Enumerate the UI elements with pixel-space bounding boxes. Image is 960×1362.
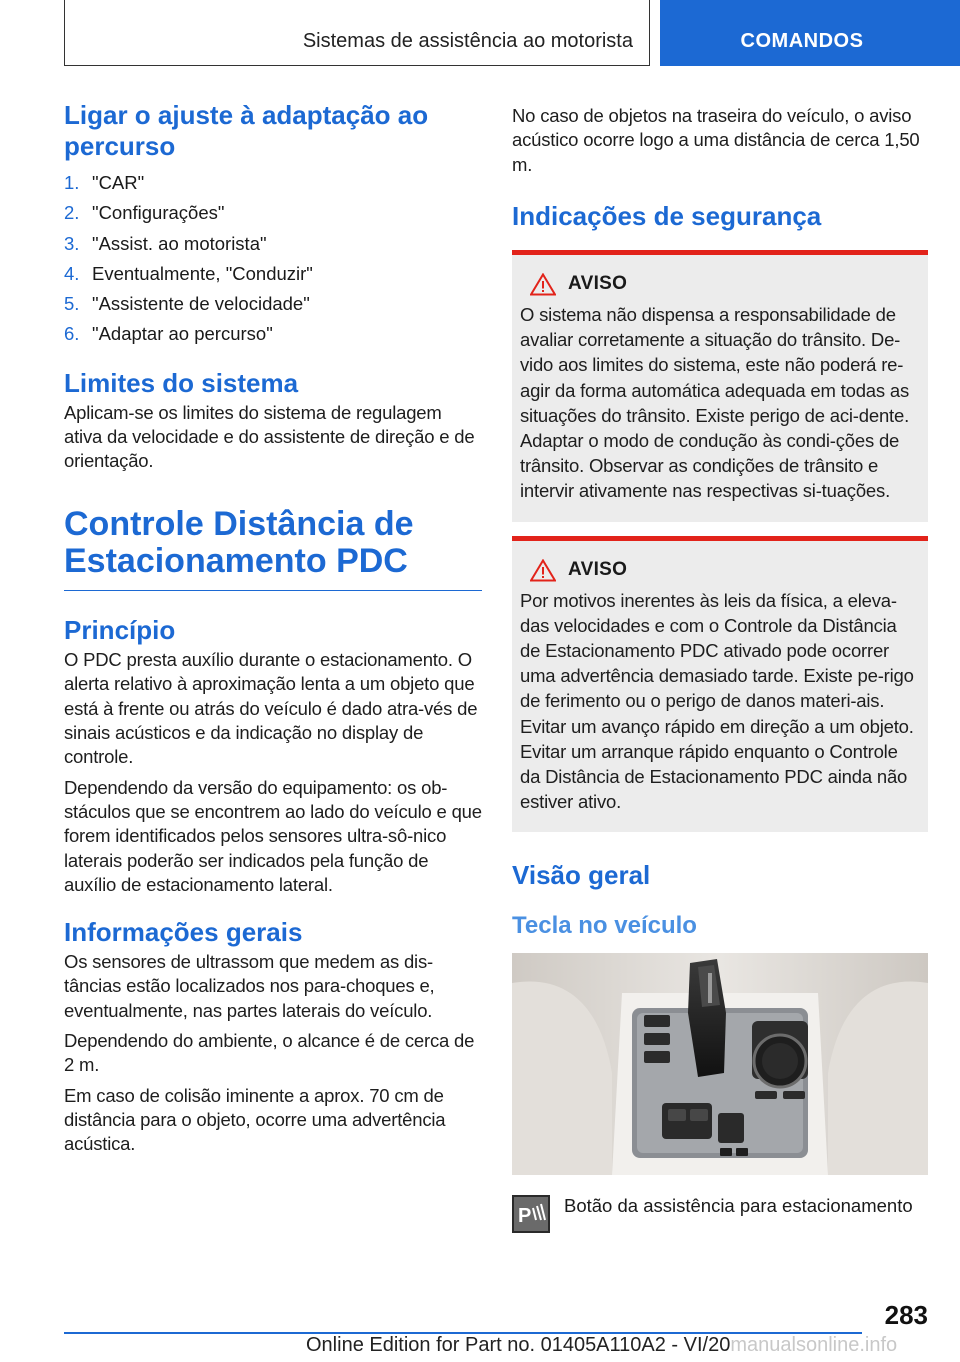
adapt-heading: Ligar o ajuste à adaptação ao percurso: [64, 100, 429, 161]
warning-text-1: O sistema não dispensa a responsabilidade de avaliar corretamente a situação do trânsito. De-vido aos limites do sistema, este não poderá re-agir da forma automática adequada em todas as situações do trânsito. Existe perigo de aci-dente. Adaptar o modo de condução às condi-ções de trânsito. Observar as condições de trânsito e intervir ativamente nas respectivas si-tuações.: [520, 303, 910, 502]
center-console-photo: [512, 953, 928, 1175]
warning-triangle-icon: [530, 273, 556, 296]
section-title: Sistemas de assistência ao motorista: [302, 30, 633, 52]
chapter-tab-label: COMANDOS: [740, 30, 864, 52]
list-item: 1. "CAR": [64, 172, 145, 193]
safety-heading: Indicações de segurança: [512, 200, 822, 231]
general-paragraph-1: Os sensores de ultrassom que medem as dis-tâncias estão localizados nos para-choques e, eventualmente, nas partes laterais do veículo.: [64, 951, 435, 1021]
chapter-tab: [660, 0, 960, 66]
center-console-image: [512, 953, 928, 1175]
svg-text:P: P: [518, 1205, 532, 1228]
steps-list: [64, 168, 482, 350]
photo-caption: [512, 1195, 928, 1233]
warning-triangle-icon: [530, 559, 556, 582]
edition-text: Online Edition for Part no. 01405A110A2 - VI/20: [306, 1334, 731, 1356]
list-item: 6. "Adaptar ao percurso": [64, 323, 273, 345]
pdc-heading: Controle Distância de Estacionamento PDC: [64, 504, 414, 580]
warning-label: AVISO: [568, 273, 628, 295]
limits-text: Aplicam-se os limites do sistema de regulagem ativa da velocidade e do assistente de direção e de orientação.: [64, 401, 475, 472]
overview-heading: Visão geral: [512, 860, 651, 891]
list-item: 5. "Assistente de velocidade": [64, 293, 310, 315]
principle-paragraph-1: O PDC presta auxílio durante o estacionamento. O alerta relativo à aproximação lenta a um objeto que está à frente ou atrás do veículo é dado atra-vés de sinais acústicos e da indicação no display de controle.: [64, 649, 478, 768]
left-column: [64, 100, 482, 1163]
warning-box-1: [512, 250, 928, 522]
page-header: [0, 0, 960, 66]
warning-text-2: Por motivos inerentes às leis da física, a eleva-das velocidades e com o Controle da Distância de Estacionamento PDC ativado pode ocorrer uma advertência demasiado tarde. Existe pe-rigo de ferimento ou o perigo de danos materi-ais. Evitar um avanço rápido em direção a um objeto. Evitar um arranque rápido enquanto o Controle da Distância de Estacionamento PDC ainda não estiver ativo.: [520, 589, 914, 813]
warning-header: [520, 273, 920, 296]
warning-header: [520, 559, 920, 582]
caption-text: Botão da assistência para estacionamento: [564, 1195, 913, 1217]
pdc-heading-rule: [64, 590, 482, 592]
rear-text: No caso de objetos na traseira do veículo, o aviso acústico ocorre logo a uma distância de cerca 1,50 m.: [512, 105, 920, 175]
footer-edition: [306, 1334, 897, 1357]
general-heading: Informações gerais: [64, 917, 303, 948]
principle-heading: Princípio: [64, 615, 176, 646]
general-paragraph-3: Em caso de colisão iminente a aprox. 70 cm de distância para o objeto, ocorre uma advertência acústica.: [64, 1084, 446, 1155]
button-heading: Tecla no veículo: [512, 912, 697, 940]
parking-assist-icon: [512, 1195, 550, 1233]
list-item: 4. Eventualmente, "Conduzir": [64, 262, 313, 284]
general-paragraph-2: Dependendo do ambiente, o alcance é de cerca de 2 m.: [64, 1030, 475, 1076]
limits-heading: Limites do sistema: [64, 367, 299, 398]
warning-label: AVISO: [568, 559, 628, 581]
page-number: 283: [884, 1300, 928, 1330]
list-item: 2. "Configurações": [64, 202, 225, 224]
watermark-text: manualsonline.info: [730, 1334, 898, 1356]
right-column: [512, 100, 928, 1233]
section-title-box: [64, 0, 650, 66]
principle-paragraph-2: Dependendo da versão do equipamento: os ob-stáculos que se encontrem ao lado do veículo e que forem identificados pelos sensores ultra-sô-nico laterais poderão ser indicados pela função de auxílio de estacionamento lateral.: [64, 776, 482, 895]
list-item: 3. "Assist. ao motorista": [64, 232, 267, 254]
warning-box-2: [512, 536, 928, 833]
